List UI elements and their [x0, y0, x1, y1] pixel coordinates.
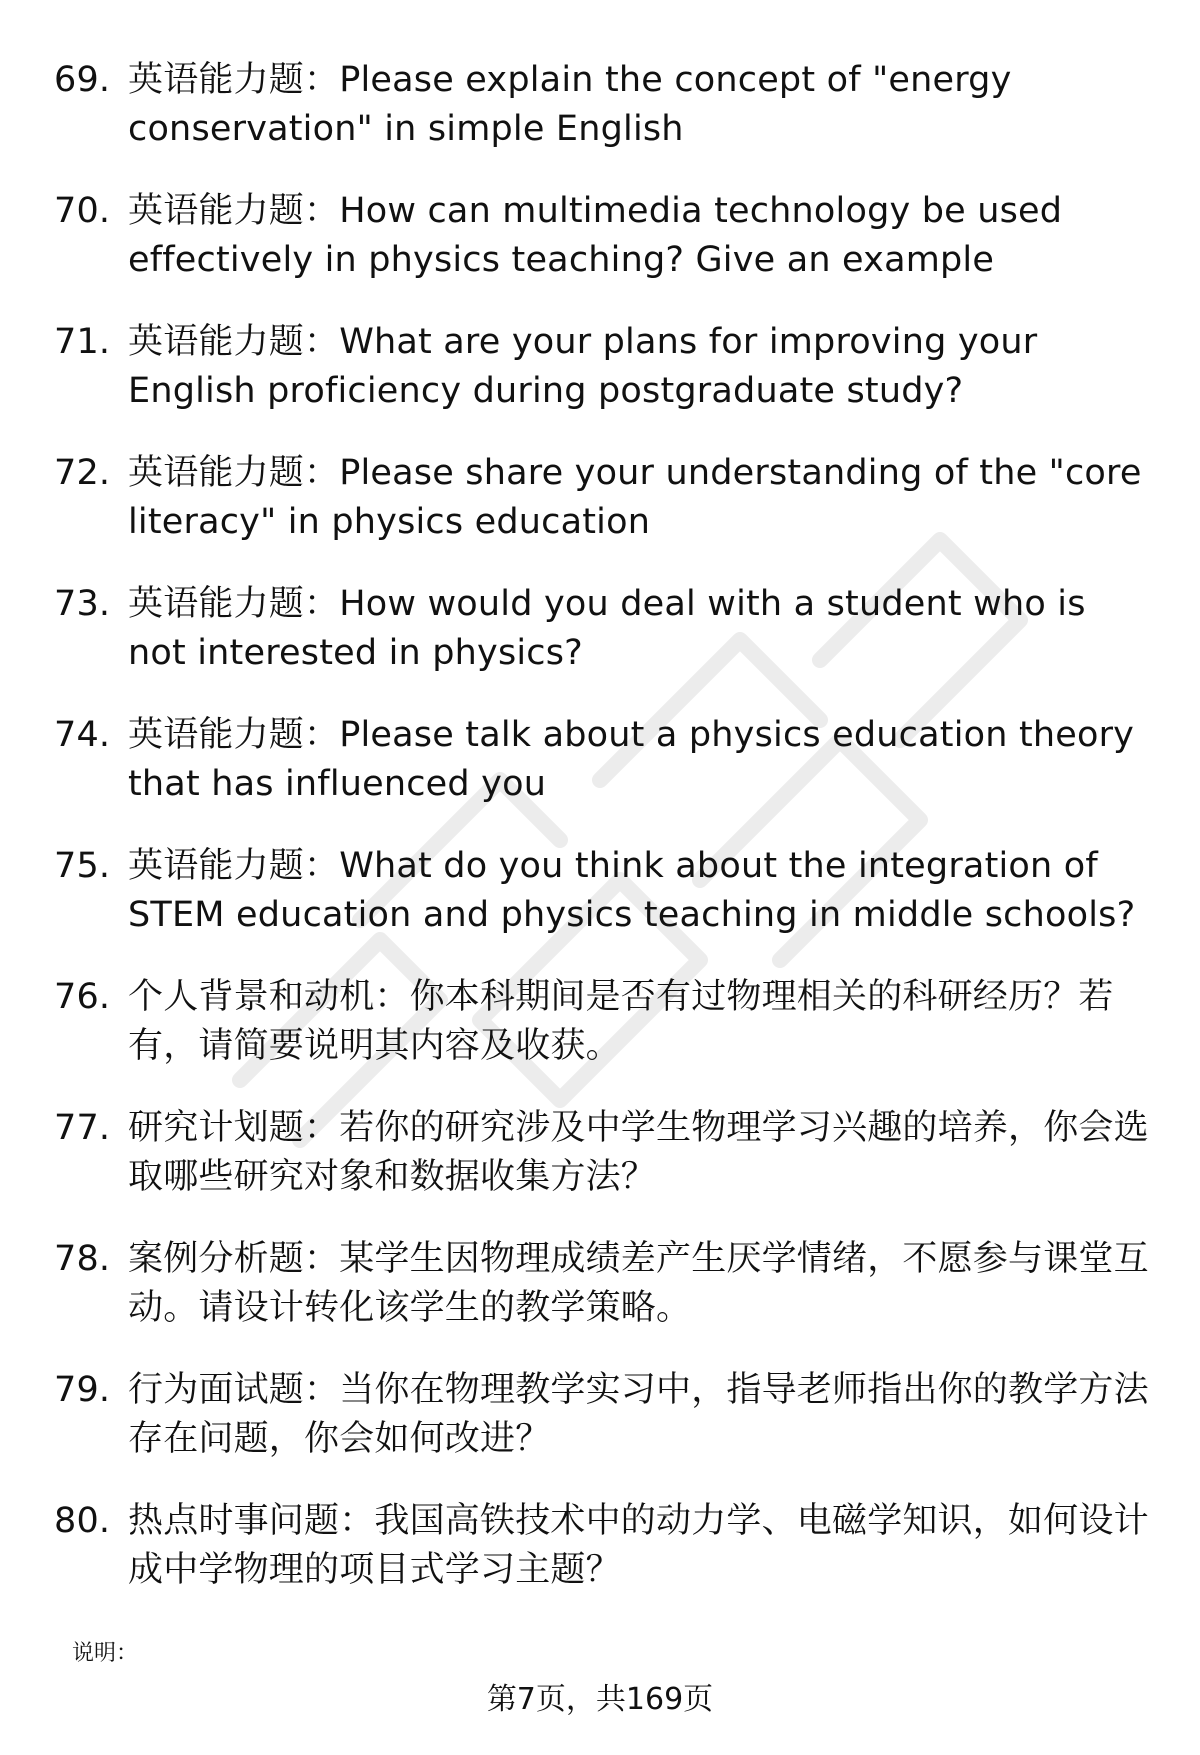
question-item — [54, 1235, 1154, 1333]
question-item — [54, 580, 1154, 678]
question-item — [54, 318, 1154, 416]
note-label: 说明： — [72, 1641, 139, 1666]
question-number: 79. — [54, 1370, 111, 1410]
page-footer: 第7页，共169页 — [486, 1682, 714, 1717]
question-number: 73. — [54, 584, 111, 624]
question-text: 英语能力题：Please share your understanding of the "core literacy" in physics education — [128, 453, 1142, 542]
question-text: 行为面试题：当你在物理教学实习中，指导老师指出你的教学方法存在问题，你会如何改进？ — [128, 1370, 1149, 1459]
question-text: 英语能力题：What do you think about the integration of STEM education and physics teaching in middle schools? — [128, 846, 1136, 935]
question-item — [54, 973, 1154, 1071]
question-text: 案例分析题：某学生因物理成绩差产生厌学情绪，不愿参与课堂互动。请设计转化该学生的教学策略。 — [128, 1239, 1149, 1328]
question-text: 英语能力题：Please talk about a physics education theory that has influenced you — [128, 715, 1135, 804]
question-item — [54, 1104, 1154, 1202]
question-item — [54, 187, 1154, 285]
question-list — [54, 56, 1154, 1628]
question-item — [54, 56, 1154, 154]
question-text: 英语能力题：How can multimedia technology be used effectively in physics teaching? Give an example — [128, 191, 1063, 280]
question-number: 76. — [54, 977, 111, 1017]
question-item — [54, 711, 1154, 809]
question-number: 74. — [54, 715, 111, 755]
question-number: 72. — [54, 453, 111, 493]
question-text: 个人背景和动机：你本科期间是否有过物理相关的科研经历？若有，请简要说明其内容及收获。 — [128, 977, 1114, 1066]
question-number: 75. — [54, 846, 111, 886]
question-number: 78. — [54, 1239, 111, 1279]
question-text: 英语能力题：Please explain the concept of "energy conservation" in simple English — [128, 60, 1012, 149]
question-item — [54, 1497, 1154, 1595]
question-item — [54, 1366, 1154, 1464]
question-number: 80. — [54, 1501, 111, 1541]
question-text: 英语能力题：How would you deal with a student who is not interested in physics? — [128, 584, 1086, 673]
question-number: 70. — [54, 191, 111, 231]
question-number: 71. — [54, 322, 111, 362]
question-text: 英语能力题：What are your plans for improving your English proficiency during postgraduate study? — [128, 322, 1038, 411]
question-text: 热点时事问题：我国高铁技术中的动力学、电磁学知识，如何设计成中学物理的项目式学习主题？ — [128, 1501, 1149, 1590]
question-number: 69. — [54, 60, 111, 100]
question-item — [54, 842, 1154, 940]
question-item — [54, 449, 1154, 547]
question-text: 研究计划题：若你的研究涉及中学生物理学习兴趣的培养，你会选取哪些研究对象和数据收集方法？ — [128, 1108, 1149, 1197]
question-number: 77. — [54, 1108, 111, 1148]
